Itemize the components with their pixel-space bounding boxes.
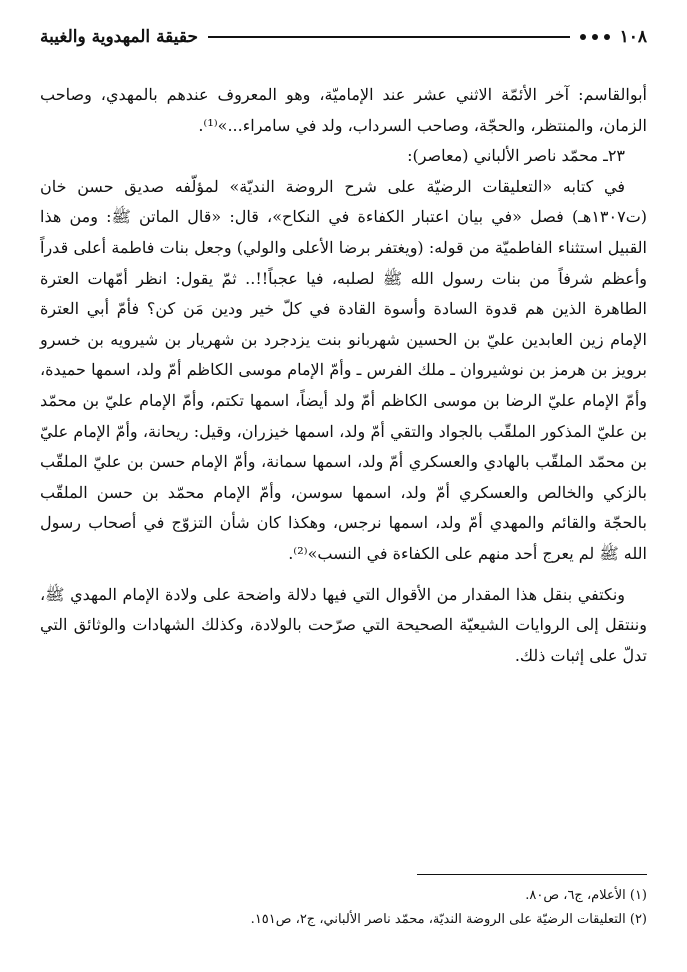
ornament-dot xyxy=(592,34,598,40)
footnote-separator xyxy=(417,874,647,875)
page-number: ١٠٨ xyxy=(619,27,647,47)
paragraph-conclusion: ونكتفي بنقل هذا المقدار من الأقوال التي فيها دلالة واضحة على ولادة الإمام المهدي ﷺ، وننتقل إلى الروايات الشيعيّة الصحيحة التي صرّحت بالولادة، وكذلك الشهادات والوثائق التي تدلّ على إثبات ذلك. xyxy=(40,584,647,665)
paragraph-quote: في كتابه «التعليقات الرضيّة على شرح الروضة النديّة» لمؤلّفه صديق حسن خان (ت١٣٠٧هـ) فصل «في بيان اعتبار الكفاءة في النكاح»، قال: «قال الماتن ﷺ: ومن هذا القبيل استثناء الفاطميّة من قوله: (ويغتفر برضا الأعلى والولي) وجعل بنات فاطمة أعلى قدراً وأعظم شرفاً من بنات رسول الله ﷺ لصلبه، فيا عجباً!!.. ثمّ يقول: انظر أمّهات العترة الطاهرة الذين هم قدوة السادة وأسوة القادة في كلّ خير ودين مَن كن؟ فأمّ أبي العترة الإمام زين العابدين عليّ بن الحسين شهربانو بنت يزدجرد بن شهريار بن شيرويه بن خسرو برويز بن هرمز بن نوشيروان ـ ملك الفرس ـ وأمّ الإمام موسى الكاظم أمّ ولد، اسمها حميدة، وأمّ الإمام عليّ الرضا بن موسى الكاظم أمّ ولد أيضاً، اسمها تكتم، وأمّ الإمام عليّ بن محمّد بن عليّ المذكور الملقّب بالجواد والتقي أمّ ولد، اسمها خيزران، وقيل: ريحانة، وأمّ الإمام عليّ بن محمّد الملقّب بالهادي والعسكري أمّ ولد، اسمها سمانة، وأمّ الإمام حسن بن عليّ الملقّب بالزكي والخالص والعسكري أمّ ولد، اسمها سوسن، وأمّ الإمام محمّد بن حسن الملقّب بالحجّة والقائم والمهدي أمّ ولد، اسمها نرجس، وهكذا كان شأن التزوّج في أصحاب رسول الله ﷺ لم يعرج أحد منهم على الكفاءة في النسب»⁽²⁾. xyxy=(40,176,647,563)
running-title: حقيقة المهدوية والغيبة xyxy=(40,27,199,47)
page-body xyxy=(40,80,647,671)
ornament-dot xyxy=(580,34,586,40)
footnote-1: (١) الأعلام، ج٦، ص٨٠. xyxy=(525,888,647,903)
footnotes xyxy=(40,884,647,932)
section-heading: ٢٣ـ محمّد ناصر الألباني (معاصر): xyxy=(407,146,625,166)
footnote-2: (٢) التعليقات الرضيّة على الروضة النديّة، محمّد ناصر الألباني، ج٢، ص١٥١. xyxy=(250,912,647,927)
header-rule xyxy=(208,36,570,38)
ornament-dot xyxy=(604,34,610,40)
header-ornament xyxy=(580,34,610,40)
paragraph-continuation: أبوالقاسم: آخر الأئمّة الاثني عشر عند الإماميّة، وهو المعروف عندهم بالمهدي، وصاحب الزمان، والمنتظر، والحجّة، وصاحب السرداب، ولد في سامراء...»⁽¹⁾. xyxy=(40,85,647,135)
page-header xyxy=(40,22,647,52)
